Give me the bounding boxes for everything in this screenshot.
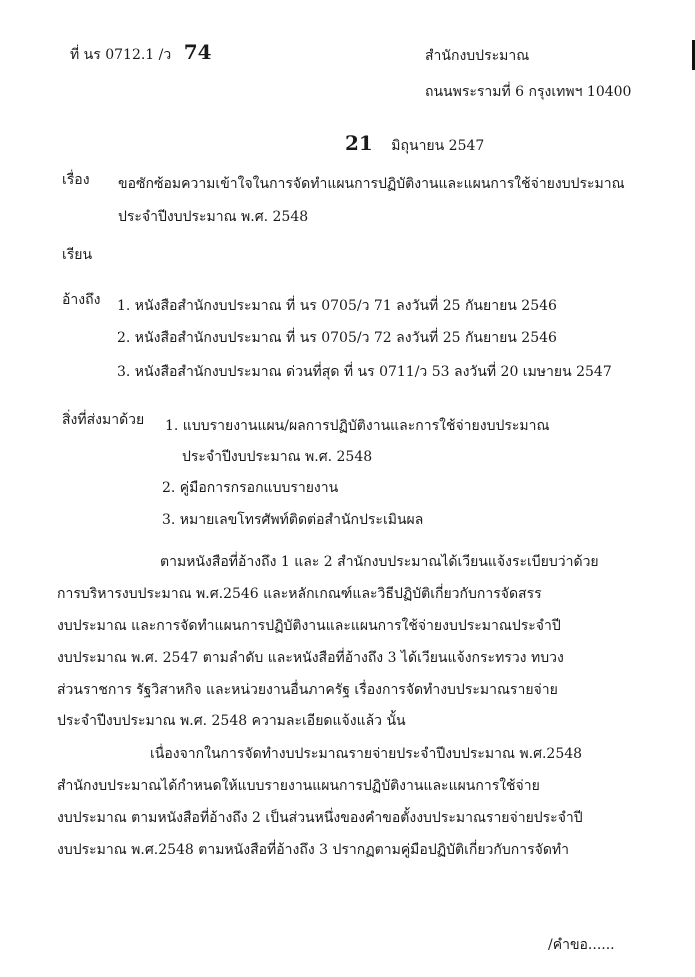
continuation-marker: /คำขอ......: [548, 937, 615, 953]
references-label: อ้างถึง: [62, 292, 101, 308]
document-number-label: ที่ นร 0712.1 /ว: [70, 47, 172, 63]
reference-item-1: 1. หนังสือสำนักงบประมาณ ที่ นร 0705/ว 71 ลงวันที่ 25 กันยายน 2546: [117, 298, 557, 314]
reference-item-3: 3. หนังสือสำนักงบประมาณ ด่วนที่สุด ที่ นร 0711/ว 53 ลงวันที่ 20 เมษายน 2547: [117, 364, 612, 380]
enclosures-label: สิ่งที่ส่งมาด้วย: [62, 412, 145, 428]
paragraph-2-line-4: งบประมาณ พ.ศ.2548 ตามหนังสือที่อ้างถึง 3 ปรากฏตามคู่มือปฏิบัติเกี่ยวกับการจัดทำ: [57, 842, 570, 858]
agency-address: ถนนพระรามที่ 6 กรุงเทพฯ 10400: [425, 84, 632, 100]
enclosure-item-3: 3. หมายเลขโทรศัพท์ติดต่อสำนักประเมินผล: [162, 512, 424, 528]
paragraph-1-line-3: งบประมาณ และการจัดทำแผนการปฏิบัติงานและแผนการใช้จ่ายงบประมาณประจำปี: [57, 618, 561, 634]
subject-line-2: ประจำปีงบประมาณ พ.ศ. 2548: [118, 209, 309, 225]
salutation-label: เรียน: [62, 247, 93, 263]
document-number-value: 74: [183, 40, 212, 64]
paragraph-1-line-6: ประจำปีงบประมาณ พ.ศ. 2548 ความละเอียดแจ้งแล้ว นั้น: [57, 713, 406, 729]
paragraph-1-line-2: การบริหารงบประมาณ พ.ศ.2546 และหลักเกณฑ์และวิธีปฏิบัติเกี่ยวกับการจัดสรร: [57, 586, 542, 602]
enclosure-item-2: 2. คู่มือการกรอกแบบรายงาน: [162, 480, 339, 496]
reference-item-2: 2. หนังสือสำนักงบประมาณ ที่ นร 0705/ว 72 ลงวันที่ 25 กันยายน 2546: [117, 330, 557, 346]
enclosure-item-1-line-2: ประจำปีงบประมาณ พ.ศ. 2548: [182, 449, 373, 465]
document-number: [70, 40, 212, 65]
paragraph-1-line-5: ส่วนราชการ รัฐวิสาหกิจ และหน่วยงานอื่นภาครัฐ เรื่องการจัดทำงบประมาณรายจ่าย: [57, 682, 558, 698]
subject-label: เรื่อง: [62, 172, 90, 188]
paragraph-1-line-1: ตามหนังสือที่อ้างถึง 1 และ 2 สำนักงบประมาณได้เวียนแจ้งระเบียบว่าด้วย: [160, 554, 599, 570]
paragraph-1-line-4: งบประมาณ พ.ศ. 2547 ตามลำดับ และหนังสือที่อ้างถึง 3 ได้เวียนแจ้งกระทรวง ทบวง: [57, 650, 564, 666]
enclosure-item-1-line-1: 1. แบบรายงานแผน/ผลการปฏิบัติงานและการใช้จ่ายงบประมาณ: [165, 418, 550, 434]
paragraph-2-line-2: สำนักงบประมาณได้กำหนดให้แบบรายงานแผนการปฏิบัติงานและแผนการใช้จ่าย: [57, 778, 540, 794]
date-month-year: มิถุนายน 2547: [391, 138, 485, 154]
date-day: 21: [345, 131, 373, 155]
subject-line-1: ขอซักซ้อมความเข้าใจในการจัดทำแผนการปฏิบัติงานและแผนการใช้จ่ายงบประมาณ: [118, 176, 625, 192]
document-date: [345, 131, 484, 156]
agency-name: สำนักงบประมาณ: [425, 48, 530, 64]
paragraph-2-line-3: งบประมาณ ตามหนังสือที่อ้างถึง 2 เป็นส่วนหนึ่งของคำขอตั้งงบประมาณรายจ่ายประจำปี: [57, 810, 583, 826]
paragraph-2-line-1: เนื่องจากในการจัดทำงบประมาณรายจ่ายประจำปีงบประมาณ พ.ศ.2548: [150, 746, 583, 762]
